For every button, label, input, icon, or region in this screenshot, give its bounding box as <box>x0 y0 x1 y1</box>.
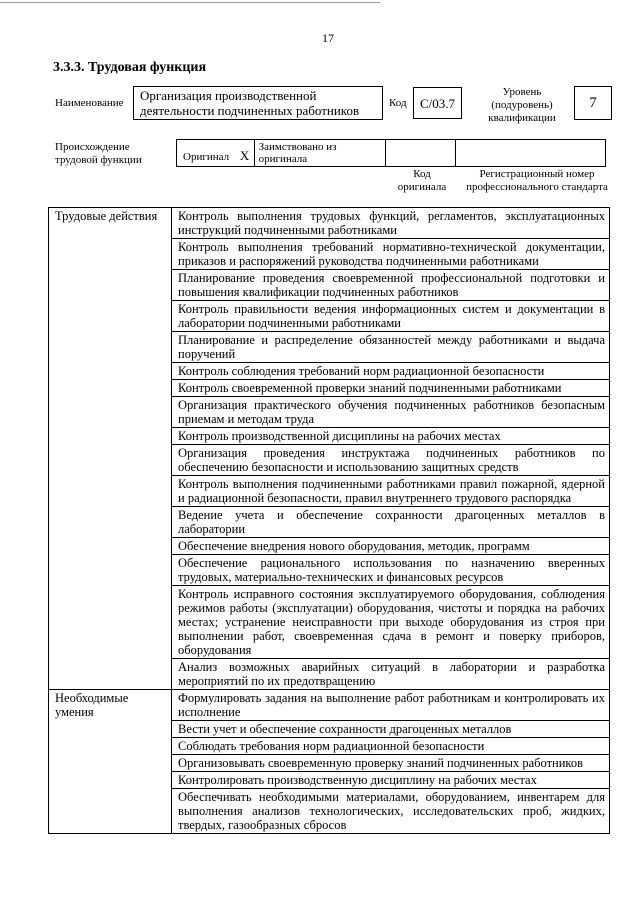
labor-action-category: Трудовые действия <box>49 208 172 690</box>
skill-item: Соблюдать требования норм радиационной безопасности <box>172 738 610 755</box>
labor-action-item: Организация проведения инструктажа подчиненных работников по обеспечению безопасности и использованию защитных средств <box>172 445 610 476</box>
top-rule <box>0 2 380 3</box>
labor-action-item: Контроль выполнения подчиненными работниками правил пожарной, ядерной и радиационной безопасности, правил внутреннего трудового распорядка <box>172 476 610 507</box>
code-label: Код <box>389 97 407 109</box>
registration-number-cell <box>456 140 605 166</box>
labor-action-item: Контроль соблюдения требований норм радиационной безопасности <box>172 363 610 380</box>
origin-label: Происхождение трудовой функции <box>55 141 142 166</box>
labor-action-item: Обеспечение рационального использования по назначению вверенных трудовых, материально-технических и финансовых ресурсов <box>172 555 610 586</box>
labor-action-item: Анализ возможных аварийных ситуаций в лаборатории и разработка мероприятий по их предотвращению <box>172 659 610 690</box>
name-label: Наименование <box>55 97 124 109</box>
skill-item: Организовывать своевременную проверку знаний подчиненных работников <box>172 755 610 772</box>
code-value: С/03.7 <box>413 87 462 119</box>
section-title: 3.3.3. Трудовая функция <box>53 60 207 75</box>
labor-action-item: Обеспечение внедрения нового оборудования, методик, программ <box>172 538 610 555</box>
origin-table <box>176 139 606 167</box>
caption-origin-code: Код оригинала <box>397 168 447 193</box>
labor-action-item: Контроль выполнения требований нормативно-технической документации, приказов и распоряжений руководства подчиненными работниками <box>172 239 610 270</box>
skill-category: Необходимые умения <box>49 690 172 834</box>
original-cell <box>177 140 255 166</box>
level-label: Уровень (подуровень) квалификации <box>488 86 556 124</box>
level-value: 7 <box>574 86 612 120</box>
skill-item: Формулировать задания на выполнение работ работникам и контролировать их исполнение <box>172 690 610 721</box>
skill-item: Обеспечивать необходимыми материалами, оборудованием, инвентарем для выполнения анализов технологических, исследовательских проб, жидких, твердых, газообразных сбросов <box>172 789 610 834</box>
original-label: Оригинал <box>183 151 230 163</box>
labor-action-item: Контроль выполнения трудовых функций, регламентов, эксплуатационных инструкций подчиненными работниками <box>172 208 610 239</box>
skill-row <box>49 690 610 721</box>
labor-action-item: Планирование проведения своевременной профессиональной подготовки и повышения квалификации подчиненных работников <box>172 270 610 301</box>
name-value: Организация производственной деятельности подчиненных работников <box>133 86 383 120</box>
function-table <box>48 207 610 834</box>
skill-item: Вести учет и обеспечение сохранности драгоценных металлов <box>172 721 610 738</box>
labor-action-item: Контроль правильности ведения информационных систем и документации в лаборатории подчиненными работниками <box>172 301 610 332</box>
labor-action-item: Контроль своевременной проверки знаний подчиненными работниками <box>172 380 610 397</box>
labor-action-item: Контроль исправного состояния эксплуатируемого оборудования, соблюдения режимов работы (эксплуатации) оборудования, чистоты и порядка на рабочих местах; устранение неисправности при выходе оборудования из строя при выполнении работ, своевременная сдача в ремонт и поверку приборов, оборудования <box>172 586 610 659</box>
labor-action-item: Контроль производственной дисциплины на рабочих местах <box>172 428 610 445</box>
page-number: 17 <box>322 31 334 45</box>
labor-action-item: Ведение учета и обеспечение сохранности драгоценных металлов в лаборатории <box>172 507 610 538</box>
origin-code-cell <box>386 140 456 166</box>
labor-action-item: Планирование и распределение обязанностей между работниками и выдача поручений <box>172 332 610 363</box>
skill-item: Контролировать производственную дисциплину на рабочих местах <box>172 772 610 789</box>
borrowed-label: Заимствовано из оригинала <box>255 140 386 166</box>
labor-action-item: Организация практического обучения подчиненных работников безопасным приемам и методам труда <box>172 397 610 428</box>
caption-registration-number: Регистрационный номер профессионального стандарта <box>466 168 608 193</box>
original-mark: X <box>239 148 250 163</box>
labor-action-row <box>49 208 610 239</box>
